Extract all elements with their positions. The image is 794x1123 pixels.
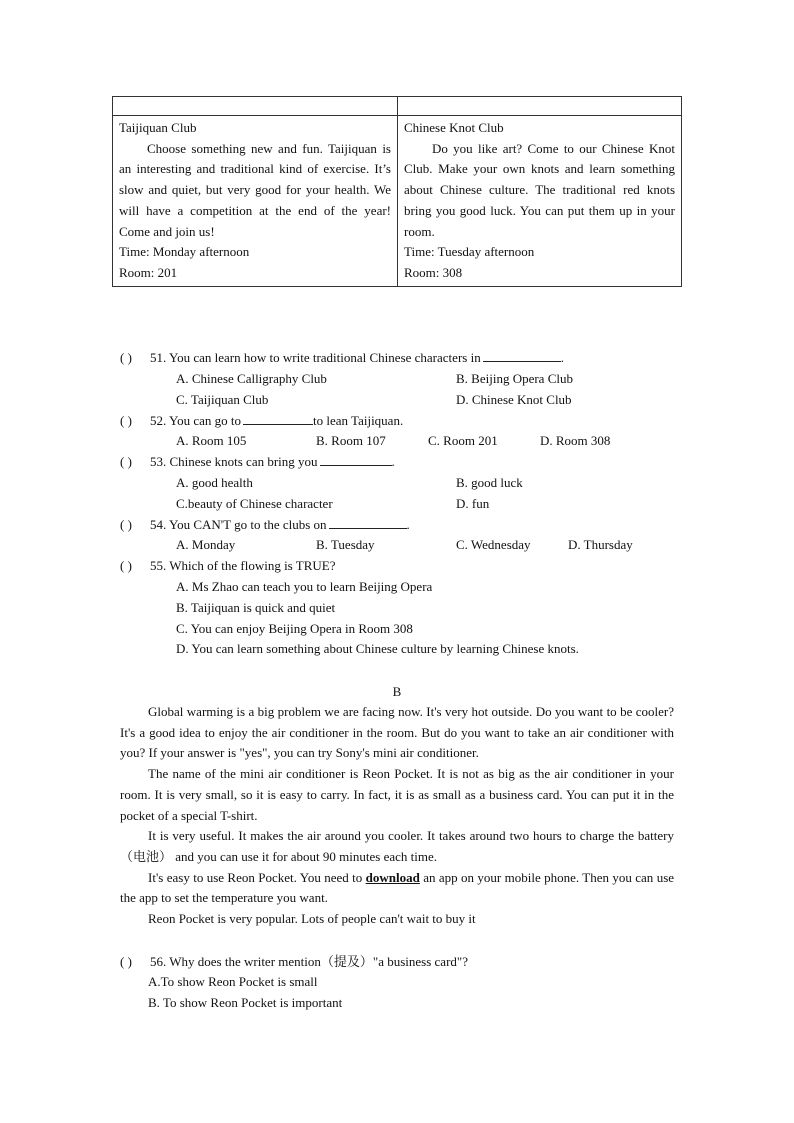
q53-option-b: B. good luck [456,475,523,490]
question-54-end: . [406,517,410,532]
q56-option-b: B. To show Reon Pocket is important [148,995,343,1010]
answer-parenthesis[interactable]: ( ) [120,517,132,532]
taijiquan-club-description: Choose something new and fun. Taijiquan is an interesting and traditional kind of exercise. It’s slow and quiet, but very good for your health. We will have a competition at the end of the year! Come and join us! [119,140,391,239]
q56-option-a: A.To show Reon Pocket is small [148,974,318,989]
underlined-word-download: download [365,869,420,885]
question-55-text: 55. Which of the flowing is TRUE? [150,558,336,573]
taijiquan-club-time: Time: Monday afternoon [119,244,250,260]
q51-option-a: A. Chinese Calligraphy Club [176,371,327,386]
q52-option-d: D. Room 308 [540,433,611,448]
answer-parenthesis[interactable]: ( ) [120,558,132,573]
q52-option-a: A. Room 105 [176,433,247,448]
q54-option-a: A. Monday [176,537,236,552]
q53-option-d: D. fun [456,496,490,511]
q54-option-c: C. Wednesday [456,537,531,552]
q51-option-d: D. Chinese Knot Club [456,392,572,407]
q55-option-c: C. You can enjoy Beijing Opera in Room 308 [176,621,413,636]
clubs-table [112,96,682,287]
question-53 [120,452,395,472]
question-53-text: 53. Chinese knots can bring you [150,454,318,469]
question-51-text: 51. You can learn how to write traditional Chinese characters in [150,350,481,365]
q51-option-c: C. Taijiquan Club [176,392,269,407]
answer-parenthesis[interactable]: ( ) [120,350,132,365]
q53-option-a: A. good health [176,475,253,490]
section-b-title: B [392,684,402,699]
taijiquan-club-title: Taijiquan Club [119,120,197,135]
question-55 [120,556,335,576]
question-52 [120,411,403,431]
answer-parenthesis[interactable]: ( ) [120,454,132,469]
question-54-text: 54. You CAN'T go to the clubs on [150,517,327,532]
question-56-text: 56. Why does the writer mention（提及）"a business card"? [150,954,468,969]
passage-paragraph-4-end: an app on your mobile phone. Then you can use the app to set the temperature you want. [120,869,675,906]
passage-paragraph-1: Global warming is a big problem we are facing now. It's very hot outside. Do you want to be cooler? It's a good idea to enjoy the air conditioner in the room. But do you want to take an air conditioner with you? If your answer is "yes", you can try Sony's mini air conditioner. [120,704,674,761]
passage-paragraph-3: It is very useful. It makes the air around you cooler. It takes around two hours to charge the battery（电池） and you can use it for about 90 minutes each time. [120,828,674,864]
table-header-row [113,97,682,116]
question-51 [120,348,564,368]
passage-paragraph-4-start: It's easy to use Reon Pocket. You need to [148,869,363,885]
q53-option-c: C.beauty of Chinese character [176,496,333,511]
question-56 [120,952,468,972]
q55-option-a: A. Ms Zhao can teach you to learn Beijing Opera [176,579,433,594]
answer-blank [329,516,407,529]
chinese-knot-club-time: Time: Tuesday afternoon [404,244,535,260]
chinese-knot-club-description: Do you like art? Come to our Chinese Knot Club. Make your own knots and learn something about Chinese culture. The traditional red knots bring you good luck. You can put them up in your room. [404,140,675,239]
q51-option-b: B. Beijing Opera Club [456,371,573,386]
table-row [113,116,682,287]
header-cell-right [398,97,682,116]
question-53-end: . [391,454,395,469]
reading-passage-b [120,702,674,930]
question-52-end: to lean Taijiquan. [313,413,404,428]
answer-blank [243,412,313,425]
q55-option-d: D. You can learn something about Chinese culture by learning Chinese knots. [176,641,579,656]
q54-option-b: B. Tuesday [316,537,375,552]
passage-paragraph-5: Reon Pocket is very popular. Lots of people can't wait to buy it [148,911,476,927]
question-52-text: 52. You can go to [150,413,242,428]
passage-paragraph-4 [120,868,674,909]
answer-parenthesis[interactable]: ( ) [120,413,132,428]
q52-option-c: C. Room 201 [428,433,498,448]
chinese-knot-club-title: Chinese Knot Club [404,120,504,135]
question-51-end: . [560,350,564,365]
chinese-knot-club-cell [398,116,682,287]
q54-option-d: D. Thursday [568,537,633,552]
passage-paragraph-2: The name of the mini air conditioner is Reon Pocket. It is not as big as the air conditioner in your room. It is very small, so it is easy to carry. In fact, it is as small as a business card. You can put it in the pocket of a special T-shirt. [120,766,674,823]
answer-blank [320,453,392,466]
answer-blank [483,349,561,362]
q55-option-b: B. Taijiquan is quick and quiet [176,600,336,615]
taijiquan-club-room: Room: 201 [119,264,178,280]
taijiquan-club-cell [113,116,398,287]
chinese-knot-club-room: Room: 308 [404,264,463,280]
q52-option-b: B. Room 107 [316,433,386,448]
question-54 [120,515,410,535]
header-cell-left [113,97,398,116]
answer-parenthesis[interactable]: ( ) [120,954,132,969]
